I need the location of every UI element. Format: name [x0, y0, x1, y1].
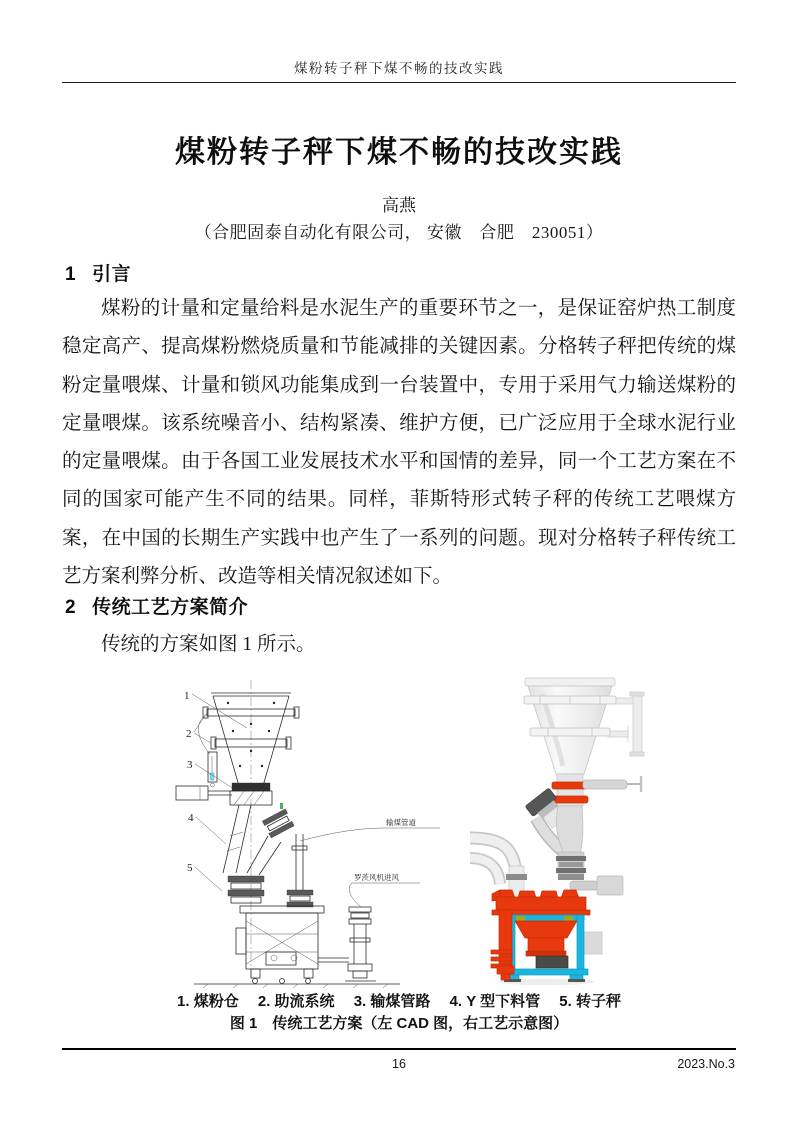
section-1-title: 引言	[92, 264, 132, 285]
running-head: 煤粉转子秤下煤不畅的技改实践	[294, 61, 504, 76]
inlet-bellows	[228, 876, 313, 907]
part-label-1: 1	[184, 690, 190, 702]
valve-actuator	[583, 776, 641, 792]
cad-annotations	[300, 828, 440, 907]
article-title: 煤粉转子秤下煤不畅的技改实践	[175, 136, 623, 169]
hopper-outlet-feeder	[176, 786, 232, 800]
page-number: 16	[392, 1057, 406, 1071]
flow-aid-unit	[198, 713, 217, 787]
figure1-legend: 1. 煤粉仓 2. 助流系统 3. 输煤管路 4. Y 型下料管 5. 转子秤	[177, 993, 621, 1010]
section-1-paragraph: 煤粉的计量和定量给料是水泥生产的重要环节之一，是保证窑炉热工制度稳定高产、提高煤粉燃烧质量和节能减排的关键因素。分格转子秤把传统的煤粉定量喂煤、计量和锁风功能集成到一台装置中，专用于采用气力输送煤粉的定量喂煤。该系统噪音小、结构紧凑、维护方便，已广泛应用于全球水泥行业的定量喂煤。由于各国工业发展技术水平和国情的差异，同一个工艺方案在不同的国家可能产生不同的结果。同样，菲斯特形式转子秤的传统工艺喂煤方案，在中国的长期生产实践中也产生了一系列的问题。现对分格转子秤传统工艺方案利弊分析、改造等相关情况叙述如下。	[62, 298, 736, 588]
figure1-cad-drawing	[148, 676, 448, 988]
part-label-2: 2	[186, 728, 192, 740]
blower-pipe	[318, 907, 376, 981]
part-label-3: 3	[187, 759, 193, 771]
red-return-pipe	[491, 910, 514, 980]
section-2-paragraph: 传统的方案如图 1 所示。	[101, 634, 316, 655]
frame-pad-right	[564, 916, 573, 921]
figure1-3d-diagram	[470, 668, 720, 988]
header-rule	[62, 82, 736, 83]
section-1-heading	[65, 259, 131, 286]
clamp-ring-upper	[552, 782, 588, 789]
article-author: 高燕	[382, 196, 416, 215]
rotor-scale-3d	[515, 921, 577, 956]
annotation-roots-blower: 罗茨风机进风	[354, 873, 399, 882]
footer-rule	[62, 1048, 736, 1050]
section-2-title: 传统工艺方案简介	[92, 597, 249, 618]
section-2-heading	[65, 592, 248, 619]
frame-pad-left	[516, 916, 525, 921]
issue-number: 2023.No.3	[677, 1057, 735, 1071]
clamp-ring-lower	[552, 796, 588, 803]
annotation-coal-pipe: 输煤管道	[386, 818, 416, 827]
article-affiliation: （合肥固泰自动化有限公司， 安徽 合肥 230051）	[194, 223, 604, 242]
figure1-caption: 图 1 传统工艺方案（左 CAD 图，右工艺示意图）	[229, 1015, 569, 1032]
part-label-4: 4	[188, 812, 194, 824]
section-2-number: 2	[65, 597, 77, 618]
part-label-5: 5	[187, 862, 193, 874]
side-panel	[584, 932, 602, 954]
scale-motor	[536, 956, 568, 968]
section-1-number: 1	[65, 264, 77, 285]
